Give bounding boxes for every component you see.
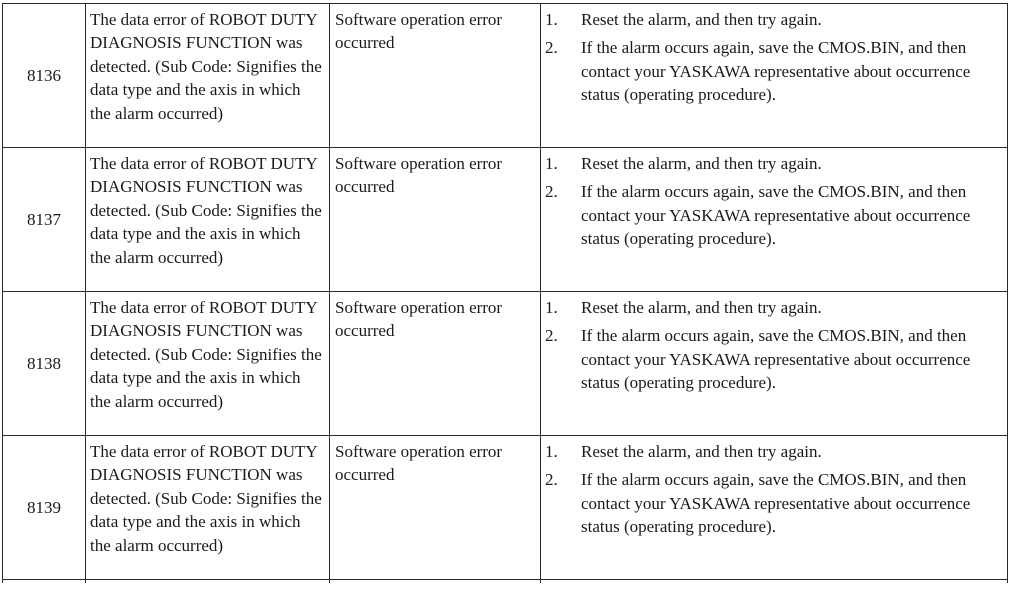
alarm-table bbox=[2, 3, 1008, 583]
alarm-message: The data error of ROBOT DUTY DIAGNOSIS FUNCTION was detected. (Sub Code: Signifies the data type and the axis in which the alarm occurred) bbox=[86, 148, 330, 292]
table-row bbox=[3, 4, 1008, 148]
remedy-step bbox=[545, 180, 999, 250]
step-number: 1. bbox=[545, 298, 558, 317]
table-cell bbox=[86, 580, 330, 584]
step-number: 1. bbox=[545, 442, 558, 461]
alarm-cause: Software operation error occurred bbox=[330, 148, 541, 292]
step-text: If the alarm occurs again, save the CMOS.BIN, and then contact your YASKAWA representative about occurrence status (operating procedure). bbox=[581, 182, 971, 249]
alarm-remedy bbox=[541, 4, 1008, 148]
remedy-step bbox=[545, 468, 999, 538]
alarm-code: 8137 bbox=[3, 148, 86, 292]
alarm-message: The data error of ROBOT DUTY DIAGNOSIS FUNCTION was detected. (Sub Code: Signifies the data type and the axis in which the alarm occurred) bbox=[86, 4, 330, 148]
alarm-cause: Software operation error occurred bbox=[330, 436, 541, 580]
step-text: If the alarm occurs again, save the CMOS.BIN, and then contact your YASKAWA representative about occurrence status (operating procedure). bbox=[581, 470, 971, 537]
step-text: Reset the alarm, and then try again. bbox=[581, 298, 822, 317]
remedy-step bbox=[545, 152, 999, 175]
remedy-step bbox=[545, 440, 999, 463]
step-number: 1. bbox=[545, 10, 558, 29]
table-row bbox=[3, 436, 1008, 580]
alarm-code: 8136 bbox=[3, 4, 86, 148]
alarm-code: 8139 bbox=[3, 436, 86, 580]
alarm-cause: Software operation error occurred bbox=[330, 292, 541, 436]
alarm-code: 8138 bbox=[3, 292, 86, 436]
table-row-partial bbox=[3, 580, 1008, 584]
alarm-remedy bbox=[541, 148, 1008, 292]
step-text: If the alarm occurs again, save the CMOS.BIN, and then contact your YASKAWA representative about occurrence status (operating procedure). bbox=[581, 38, 971, 105]
table-cell bbox=[330, 580, 541, 584]
remedy-step bbox=[545, 324, 999, 394]
step-number: 2. bbox=[545, 182, 558, 202]
table-row bbox=[3, 292, 1008, 436]
step-text: Reset the alarm, and then try again. bbox=[581, 154, 822, 173]
step-number: 1. bbox=[545, 154, 558, 173]
step-number: 2. bbox=[545, 38, 558, 58]
remedy-step bbox=[545, 36, 999, 106]
step-text: If the alarm occurs again, save the CMOS.BIN, and then contact your YASKAWA representative about occurrence status (operating procedure). bbox=[581, 326, 971, 393]
table-cell bbox=[541, 580, 1008, 584]
alarm-message: The data error of ROBOT DUTY DIAGNOSIS FUNCTION was detected. (Sub Code: Signifies the data type and the axis in which the alarm occurred) bbox=[86, 292, 330, 436]
table-cell bbox=[3, 580, 86, 584]
remedy-step bbox=[545, 296, 999, 319]
table-row bbox=[3, 148, 1008, 292]
step-text: Reset the alarm, and then try again. bbox=[581, 442, 822, 461]
alarm-cause: Software operation error occurred bbox=[330, 4, 541, 148]
alarm-remedy bbox=[541, 292, 1008, 436]
step-text: Reset the alarm, and then try again. bbox=[581, 10, 822, 29]
remedy-step bbox=[545, 8, 999, 31]
alarm-remedy bbox=[541, 436, 1008, 580]
alarm-message: The data error of ROBOT DUTY DIAGNOSIS FUNCTION was detected. (Sub Code: Signifies the data type and the axis in which the alarm occurred) bbox=[86, 436, 330, 580]
step-number: 2. bbox=[545, 326, 558, 346]
step-number: 2. bbox=[545, 470, 558, 490]
